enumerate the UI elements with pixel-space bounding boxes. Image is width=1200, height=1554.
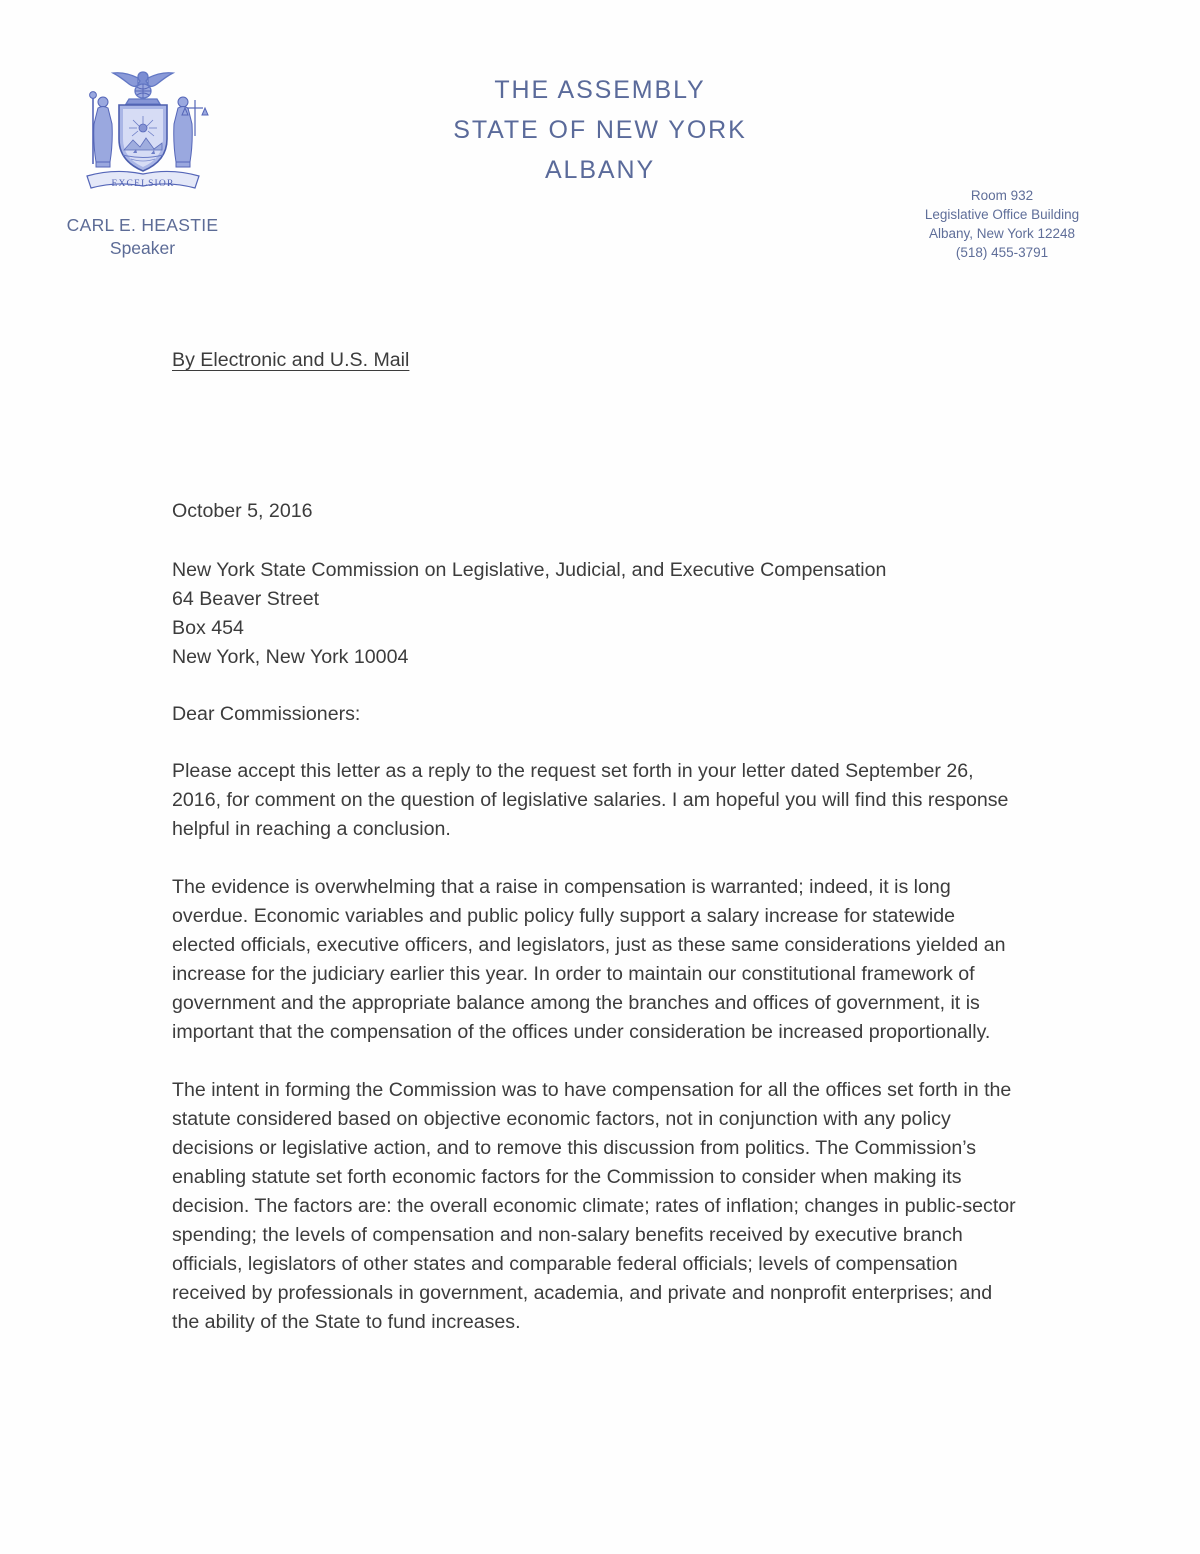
letter-paragraph: The evidence is overwhelming that a raise in compensation is warranted; indeed, it is long overdue. Economic variables and public policy fully support a salary increase for statewide elected officials, executive officers, and legislators, just as these same considerations yielded an increase for the judiciary earlier this year. In order to maintain our constitutional framework of government and the appropriate balance among the branches and offices of government, it is important that the compensation of the offices under consideration be increased proportionally.: [172, 876, 1006, 1043]
masthead-line-assembly: THE ASSEMBLY: [494, 76, 706, 104]
letter-date: October 5, 2016: [172, 500, 313, 522]
office-address-building: Legislative Office Building: [924, 207, 1080, 223]
office-address-phone: (518) 455-3791: [955, 245, 1049, 261]
speaker-name: CARL E. HEASTIE: [66, 215, 219, 235]
spacer: [172, 729, 1022, 757]
recipient-line-box: Box 454: [172, 617, 244, 639]
spacer: [172, 672, 1022, 700]
seal-motto-text: EXCELSIOR: [110, 179, 175, 189]
letter-paragraph: The intent in forming the Commission was to have compensation for all the offices set forth in the statute considered based on objective economic factors, not in conjunction with any policy decisions or legislative action, and to remove this discussion from politics. The Commission’s enabling statute set forth economic factors for the Commission to consider when making its decision. The factors are: the overall economic climate; rates of inflation; changes in public-sector spending; the levels of compensation and non-salary benefits received by executive branch officials, legislators of other states and comparable federal officials; levels of compensation received by professionals in government, academia, and private and nonprofit enterprises; and the ability of the State to fund increases.: [172, 1079, 1016, 1333]
speaker-title: Speaker: [109, 238, 176, 259]
spacer: [172, 526, 1022, 556]
delivery-note-row: [172, 346, 1022, 375]
masthead-line-city: ALBANY: [544, 156, 656, 184]
office-address-city: Albany, New York 12248: [928, 226, 1076, 242]
letterhead: [0, 0, 1200, 280]
recipient-line-commission: New York State Commission on Legislative, Judicial, and Executive Compensation: [172, 559, 887, 581]
masthead: [330, 70, 870, 190]
spacer: [172, 375, 1022, 497]
seal-block: [45, 58, 240, 260]
masthead-line-state: STATE OF NEW YORK: [453, 116, 747, 144]
office-address-room: Room 932: [970, 188, 1034, 203]
delivery-note: By Electronic and U.S. Mail: [172, 349, 410, 371]
recipient-line-city: New York, New York 10004: [172, 646, 409, 668]
salutation: Dear Commissioners:: [172, 703, 361, 725]
office-address-block: [862, 186, 1142, 263]
letter-paragraph: Please accept this letter as a reply to the request set forth in your letter dated September 26, 2016, for comment on the question of legislative salaries. I am hopeful you will find this response helpful in reaching a conclusion.: [172, 760, 1009, 840]
recipient-line-street: 64 Beaver Street: [172, 588, 320, 610]
letter-body: [172, 346, 1022, 1337]
new-york-state-coat-of-arms-seal-icon: [73, 58, 213, 198]
recipient-address-block: [172, 556, 1022, 672]
